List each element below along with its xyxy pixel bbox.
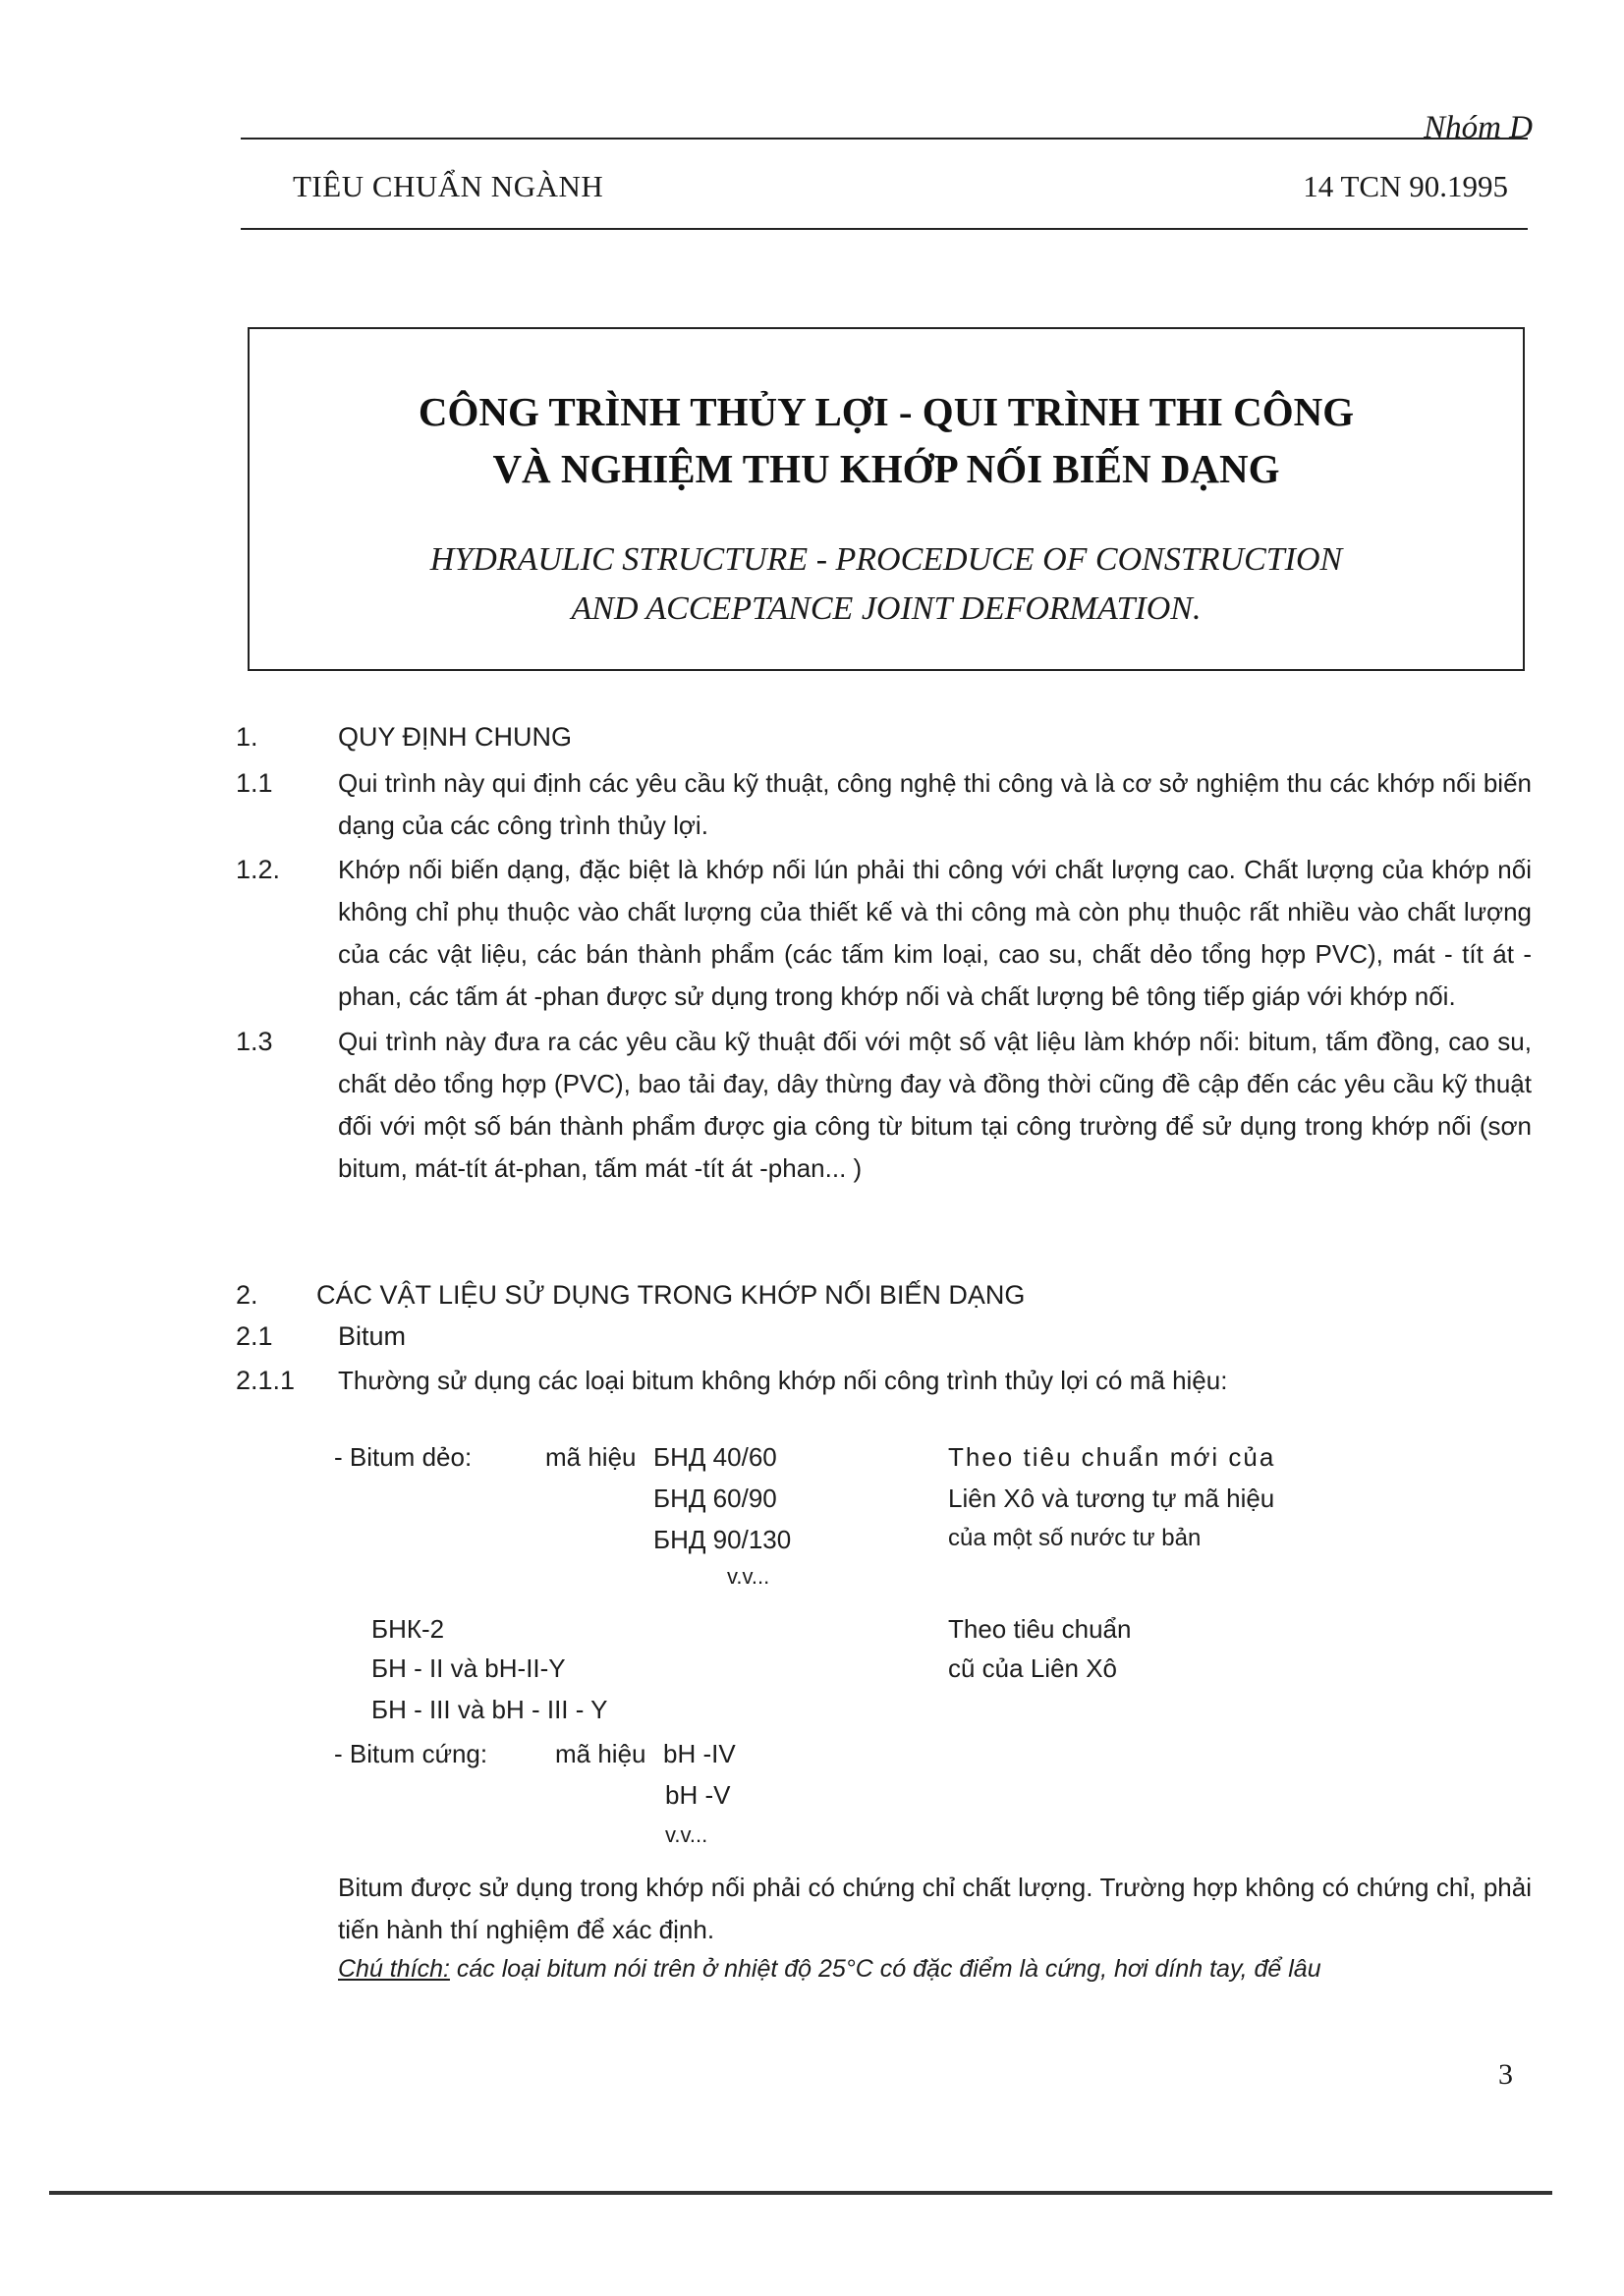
standard-category: TIÊU CHUẨN NGÀNH — [293, 169, 604, 203]
old-standard-note-2: cũ của Liên Xô — [948, 1653, 1118, 1683]
sub-2-1-number: 2.1 — [236, 1321, 273, 1351]
title-english — [250, 535, 1523, 634]
title-vn-line-1: CÔNG TRÌNH THỦY LỢI - QUI TRÌNH THI CÔNG — [418, 389, 1355, 434]
soft-bitum-label: - Bitum dẻo: — [334, 1442, 473, 1472]
soft-bitum-prefix: mã hiệu — [545, 1442, 637, 1472]
standard-code: 14 TCN 90.1995 — [1303, 169, 1508, 203]
new-standard-note-2: Liên Xô và tương tự mã hiệu — [948, 1484, 1275, 1513]
old-standard-note-1: Theo tiêu chuẩn — [948, 1614, 1132, 1644]
page-number: 3 — [1498, 2058, 1513, 2091]
hard-code-2: bH -V — [665, 1780, 731, 1810]
old-code-3: БН - III và bH - III - Y — [371, 1695, 608, 1724]
soft-code-etc: v.v... — [727, 1564, 770, 1589]
hard-code-1: bH -IV — [663, 1739, 736, 1768]
note-line — [338, 1955, 1321, 1984]
soft-code-3: БНД 90/130 — [653, 1525, 792, 1554]
old-code-2: БН - II và bH-II-Y — [371, 1653, 566, 1683]
new-standard-note-3: của một số nước tư bản — [948, 1525, 1202, 1551]
item-1-1-text: Qui trình này qui định các yêu cầu kỹ thuật, công nghệ thi công và là cơ sở nghiệm thu các khớp nối biến dạng của các công trình thủy lợi. — [338, 768, 1532, 840]
item-1-1-number: 1.1 — [236, 768, 273, 798]
title-box — [248, 327, 1525, 671]
item-1-2-number: 1.2. — [236, 855, 281, 884]
note-text: các loại bitum nói trên ở nhiệt độ 25°C có đặc điểm là cứng, hơi dính tay, để lâu — [449, 1955, 1321, 1983]
section-2-number: 2. — [236, 1280, 258, 1310]
soft-code-1: БНД 40/60 — [653, 1442, 777, 1472]
title-vietnamese — [250, 383, 1523, 497]
title-vn-line-2: VÀ NGHIỆM THU KHỚP NỐI BIẾN DẠNG — [492, 446, 1280, 491]
note-label: Chú thích: — [338, 1955, 450, 1983]
title-en-line-2: AND ACCEPTANCE JOINT DEFORMATION. — [571, 590, 1202, 627]
group-label: Nhóm D — [1424, 110, 1533, 145]
header-bottom-rule — [241, 228, 1528, 230]
title-en-line-1: HYDRAULIC STRUCTURE - PROCEDUCE OF CONSTRUCTION — [429, 541, 1343, 578]
hard-bitum-label: - Bitum cứng: — [334, 1739, 488, 1768]
soft-code-2: БНД 60/90 — [653, 1484, 777, 1513]
item-1-3-text: Qui trình này đưa ra các yêu cầu kỹ thuật đối với một số vật liệu làm khớp nối: bitum, tấm đồng, cao su, chất dẻo tổng hợp (PVC), bao tải đay, dây thừng đay và đồng thời cũng đề cập đến các yêu cầu kỹ thuật đối với một số bán thành phẩm được gia công từ bitum tại công trường để sử dụng trong khớp nối (sơn bitum, mát-tít át-phan, tấm mát -tít át -phan... ) — [338, 1027, 1532, 1183]
hard-code-etc: v.v... — [665, 1822, 708, 1847]
sub-2-1-heading: Bitum — [338, 1321, 407, 1351]
section-1-heading: QUY ĐỊNH CHUNG — [338, 722, 573, 752]
header-top-rule — [241, 138, 1528, 140]
item-2-1-1-number: 2.1.1 — [236, 1366, 296, 1395]
item-1-2-text: Khớp nối biến dạng, đặc biệt là khớp nối lún phải thi công với chất lượng cao. Chất lượng của khớp nối không chỉ phụ thuộc vào chất lượng của thiết kế và thi công mà còn phụ thuộc rất nhiều vào chất lượng của các vật liệu, các bán thành phẩm (các tấm kim loại, cao su, chất dẻo tổng hợp PVC), mát - tít át -phan, các tấm át -phan được sử dụng trong khớp nối và chất lượng bê tông tiếp giáp với khớp nối. — [338, 855, 1532, 1011]
section-2-heading: CÁC VẬT LIỆU SỬ DỤNG TRONG KHỚP NỐI BIẾN DẠNG — [316, 1280, 1026, 1310]
bottom-edge-rule — [49, 2191, 1552, 2195]
hard-bitum-prefix: mã hiệu — [555, 1739, 646, 1768]
bitum-certificate-text: Bitum được sử dụng trong khớp nối phải có chứng chỉ chất lượng. Trường hợp không có chứng chỉ, phải tiến hành thí nghiệm để xác định. — [338, 1873, 1532, 1944]
item-2-1-1-text: Thường sử dụng các loại bitum không khớp nối công trình thủy lợi có mã hiệu: — [338, 1366, 1228, 1395]
item-1-3-number: 1.3 — [236, 1027, 273, 1056]
new-standard-note-1: Theo tiêu chuẩn mới của — [948, 1442, 1276, 1472]
old-code-1: БНК-2 — [371, 1614, 445, 1644]
section-1-number: 1. — [236, 722, 258, 752]
